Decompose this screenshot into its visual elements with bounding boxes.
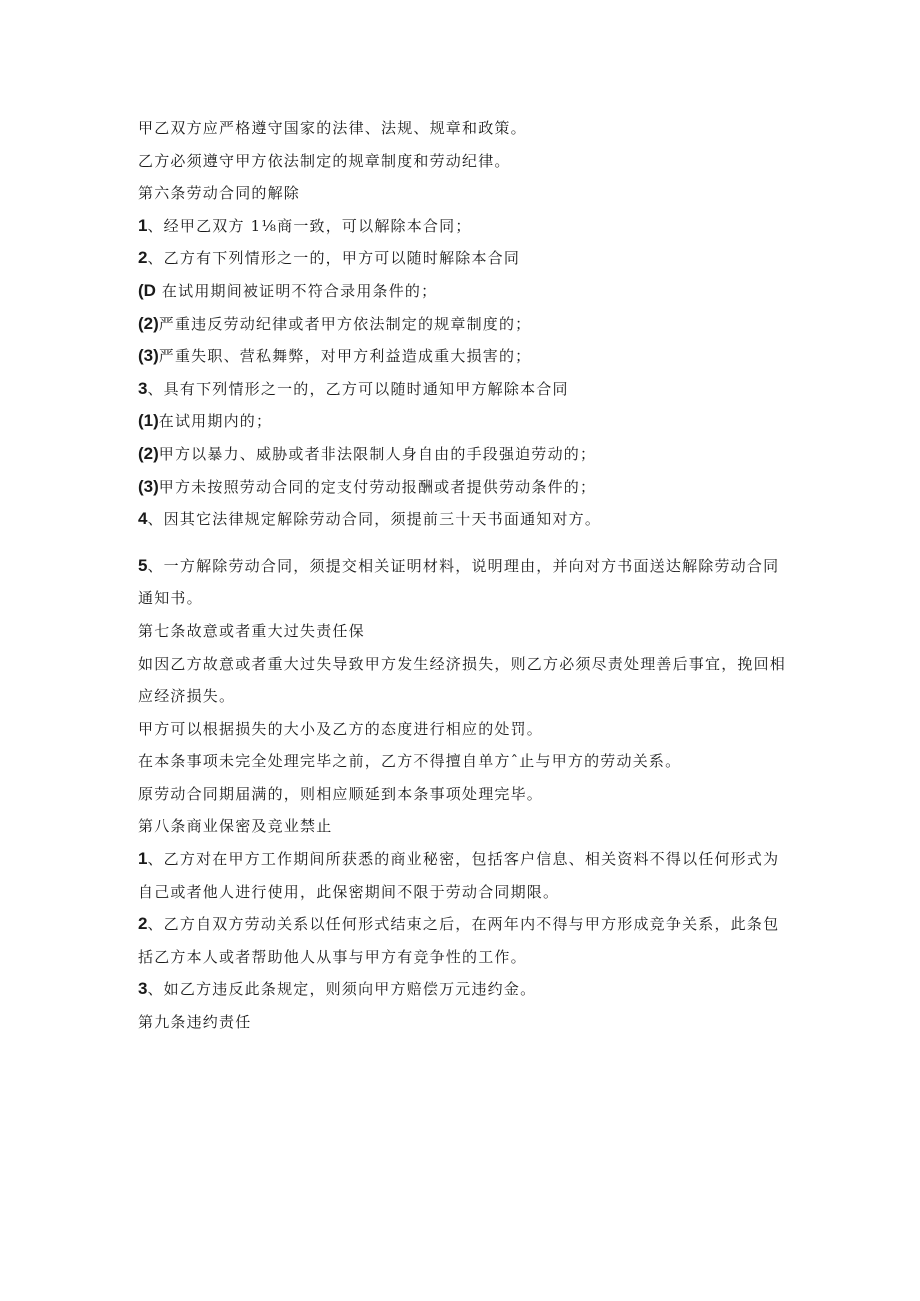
article-6-item-3-sub-2: (2)甲方以暴力、威胁或者非法限制人身自由的手段强迫劳动的； bbox=[138, 443, 597, 463]
article-8-item-1: 1、乙方对在甲方工作期间所获悉的商业秘密，包括客户信息、相关资料不得以任何形式为自己或者他人进行使用，此保密期间不限于劳动合同期限。 bbox=[138, 849, 780, 901]
article-9-heading: 第九条违约责任 bbox=[138, 1013, 252, 1032]
article-7-paragraph-1: 如因乙方故意或者重大过失导致甲方发生经济损失，则乙方必须尽责处理善后事宜，挽回相应经济损失。 bbox=[138, 654, 787, 706]
article-6-item-3-sub-1: (1)在试用期内的； bbox=[138, 411, 273, 431]
item-number: 4 bbox=[138, 509, 148, 529]
article-6-item-5: 5、一方解除劳动合同，须提交相关证明材料，说明理由，并向对方书面送达解除劳动合同通知书。 bbox=[138, 555, 780, 608]
article-6-item-3: 3、具有下列情形之一的，乙方可以随时通知甲方解除本合同 bbox=[138, 378, 569, 398]
article-7-paragraph-2: 甲方可以根据损失的大小及乙方的态度进行相应的处罚。 bbox=[138, 719, 544, 738]
item-number: 2 bbox=[138, 914, 148, 934]
item-number: 3 bbox=[138, 979, 148, 999]
sub-item-number: (1) bbox=[138, 411, 159, 431]
item-number: 1 bbox=[138, 849, 148, 869]
item-number: 2 bbox=[138, 248, 148, 268]
spacer bbox=[138, 536, 788, 550]
article-6-item-4: 4、因其它法律规定解除劳动合同，须提前三十天书面通知对方。 bbox=[138, 509, 602, 529]
article-7-paragraph-4: 原劳动合同期届满的，则相应顺延到本条事项处理完毕。 bbox=[138, 784, 544, 803]
article-7-heading: 第七条故意或者重大过失责任保 bbox=[138, 621, 365, 640]
document-body bbox=[138, 112, 788, 1039]
item-number: 3 bbox=[138, 378, 148, 398]
article-6-item-2-sub-3: (3)严重失职、营私舞弊，对甲方利益造成重大损害的； bbox=[138, 346, 532, 366]
article-6-item-2-sub-2: (2)严重违反劳动纪律或者甲方依法制定的规章制度的； bbox=[138, 313, 532, 333]
article-6-item-2-sub-1: (D 在试用期间被证明不符合录用条件的； bbox=[138, 280, 438, 300]
paragraph-compliance: 甲乙双方应严格遵守国家的法律、法规、规章和政策。 bbox=[138, 119, 527, 137]
article-8-item-2: 2、乙方自双方劳动关系以任何形式结束之后，在两年内不得与甲方形成竞争关系，此条包括乙方本人或者帮助他人从事与甲方有竞争性的工作。 bbox=[138, 914, 780, 966]
article-6-item-1: 1、经甲乙双方 1⅛商一致，可以解除本合同； bbox=[138, 215, 472, 235]
paragraph-rules: 乙方必须遵守甲方依法制定的规章制度和劳动纪律。 bbox=[138, 151, 511, 170]
sub-item-number: (2) bbox=[138, 313, 159, 333]
sub-item-number: (D bbox=[138, 280, 156, 300]
article-6-item-2: 2、乙方有下列情形之一的，甲方可以随时解除本合同 bbox=[138, 248, 521, 268]
item-number: 5 bbox=[138, 555, 148, 575]
sub-item-number: (3) bbox=[138, 346, 159, 366]
sub-item-number: (3) bbox=[138, 476, 159, 496]
article-6-heading: 第六条劳动合同的解除 bbox=[138, 184, 301, 203]
article-8-heading: 第八条商业保密及竞业禁止 bbox=[138, 817, 333, 836]
sub-item-number: (2) bbox=[138, 443, 159, 463]
article-8-item-3: 3、如乙方违反此条规定，则须向甲方赔偿万元违约金。 bbox=[138, 979, 537, 999]
article-6-item-3-sub-3: (3)甲方未按照劳动合同的定支付劳动报酬或者提供劳动条件的； bbox=[138, 476, 597, 496]
item-number: 1 bbox=[138, 215, 148, 235]
article-7-paragraph-3: 在本条事项未完全处理完毕之前，乙方不得擅自单方ˆ止与甲方的劳动关系。 bbox=[138, 752, 682, 771]
